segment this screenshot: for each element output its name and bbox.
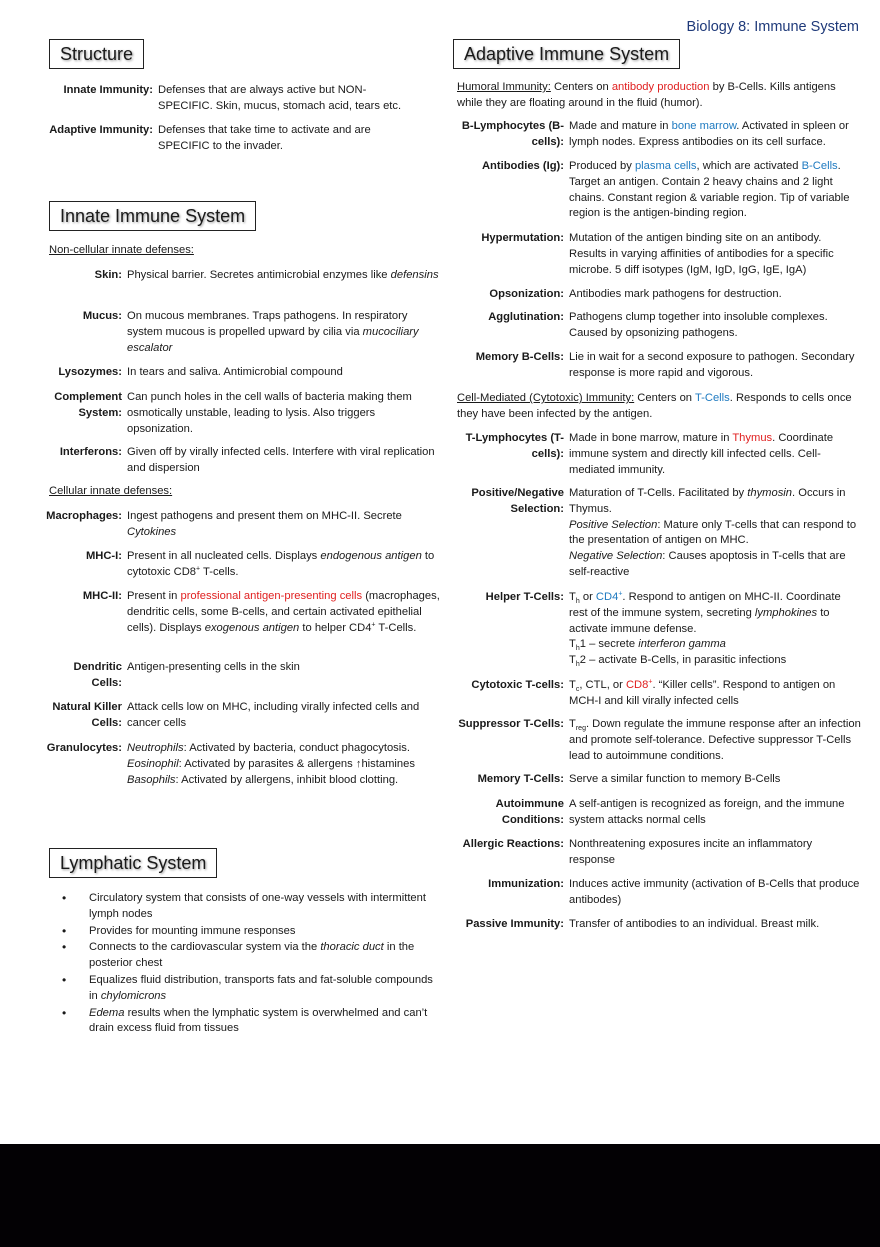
definition: Pathogens clump together into insoluble complexes. Caused by opsonizing pathogens. [569,311,828,339]
term: Skin: [94,269,122,281]
definition: Can punch holes in the cell walls of bacteria making them osmotically unstable, leading to lysis. Also triggers opsonization. [127,391,412,435]
section-title-innate: Innate Immune System [49,201,256,231]
adaptive-item-antibodies [457,159,861,222]
term: Immunization: [488,878,564,890]
lymphatic-list [49,891,444,1038]
adaptive-item-memory-b [457,350,861,382]
adaptive-item-helper-t [457,590,861,669]
list-item: • Provides for mounting immune responses [49,924,444,940]
section-title-adaptive: Adaptive Immune System [453,39,680,69]
term: Natural Killer Cells: [52,701,122,729]
definition: Antigen-presenting cells in the skin [127,661,300,673]
term: Helper T-Cells: [485,591,564,603]
innate-item-dendritic [40,660,444,692]
adaptive-item-passive [457,917,861,933]
definition: Transfer of antibodies to an individual. Breast milk. [569,918,820,930]
term: Mucus: [82,310,122,322]
term: Antibodies (Ig): [481,160,564,172]
humoral-intro: Humoral Immunity: Centers on antibody production by B-Cells. Kills antigens while they are floating around in the fluid (humor). [457,81,836,109]
definition: A self-antigen is recognized as foreign, and the immune system attacks normal cells [569,798,845,826]
term: Complement System: [54,391,122,419]
definition: Produced by plasma cells, which are activated B-Cells. Target an antigen. Contain 2 heavy chains and 2 light chains. Constant region & variable region. Tip of variable region is the antigen-binding region. [569,160,850,220]
definition: Present in professional antigen-presenting cells (macrophages, dendritic cells, some B-cells, and certain activated epithelial cells). Displays exogenous antigen to helper CD4+ T-Cells. [127,590,440,634]
definition: On mucous membranes. Traps pathogens. In respiratory system mucous is propelled upward by cilia via mucociliary escalator [127,310,419,354]
section-title-lymphatic: Lymphatic System [49,848,217,878]
term: Interferons: [59,446,122,458]
term: MHC-II: [82,590,122,602]
term: Positive/Negative Selection: [471,487,564,515]
innate-item-complement [40,390,444,437]
definition: Made and mature in bone marrow. Activated in spleen or lymph nodes. Express antibodies on its cell surface. [569,120,849,148]
term: T-Lymphocytes (T-cells): [465,432,564,460]
term: Passive Immunity: [465,918,564,930]
page-title: Biology 8: Immune System [686,19,859,35]
term: Suppressor T-Cells: [458,718,564,730]
adaptive-item-memory-t [457,772,861,788]
subheading-cellular: Cellular innate defenses: [49,485,173,497]
term: Hypermutation: [481,232,564,244]
adaptive-item-allergic [457,837,861,869]
innate-item-lysozymes [40,365,444,381]
footer-black-band [0,1144,880,1247]
adaptive-item-immunization [457,877,861,909]
innate-item-granulocytes [40,741,444,788]
section-title-structure: Structure [49,39,144,69]
term: Lysozymes: [58,366,122,378]
definition: Antibodies mark pathogens for destruction. [569,288,782,300]
definition: $T_{reg}$. Down regulate the immune response after an infection and promote self-tolerance. Defective suppressor T-Cells lead to autoimmune conditions. [569,718,861,762]
term: Dendritic Cells: [73,661,122,689]
term: Innate Immunity: [63,84,153,96]
term: Macrophages: [46,510,122,522]
term: Agglutination: [488,311,564,323]
definition: In tears and saliva. Antimicrobial compound [127,366,343,378]
innate-item-interferons [40,445,444,477]
list-item: • Edema results when the lymphatic system is overwhelmed and can’t drain excess fluid from tissues [49,1006,444,1038]
definition: Mutation of the antigen binding site on an antibody. Results in varying affinities of antibodies for a specific microbe. 5 diff isotypes (IgM, IgD, IgG, IgE, IgA) [569,232,834,276]
definition: $T_h$ or CD4+. Respond to antigen on MHC-II. Coordinate rest of the immune system, secreting lymphokines to activate immune defense. $T_h1$ – secrete interferon gamma $T_h2$ – activate B-Cells, in parasitic infections [569,590,841,669]
term: Allergic Reactions: [462,838,564,850]
adaptive-item-suppressor-t [457,717,861,764]
innate-item-natural-killer [40,700,444,732]
structure-item [40,83,412,115]
list-item: • Circulatory system that consists of one-way vessels with intermittent lymph nodes [49,891,444,923]
adaptive-item-opsonization [457,287,861,303]
definition: Made in bone marrow, mature in Thymus. Coordinate immune system and directly kill infected cells. Cell-mediated immunity. [569,432,834,476]
adaptive-item-t-lymphocytes [457,431,861,478]
term: MHC-I: [85,550,122,562]
innate-item-macrophages [40,509,444,541]
definition: Nonthreatening exposures incite an inflammatory response [569,838,813,866]
term: Memory T-Cells: [477,773,564,785]
definition: Induces active immunity (activation of B-Cells that produce antibodes) [569,878,860,906]
innate-item-mhc1 [40,549,444,581]
adaptive-item-hypermutation [457,231,861,278]
definition: Given off by virally infected cells. Interfere with viral replication and dispersion [127,446,435,474]
definition: Physical barrier. Secretes antimicrobial enzymes like defensins [127,269,439,281]
term: Autoimmune Conditions: [495,798,564,826]
definition: Ingest pathogens and present them on MHC-II. Secrete Cytokines [127,510,402,538]
term: Memory B-Cells: [475,351,564,363]
definition: Attack cells low on MHC, including virally infected cells and cancer cells [127,701,420,729]
cell-mediated-intro: Cell-Mediated (Cytotoxic) Immunity: Centers on T-Cells. Responds to cells once they have been infected by the antigen. [457,392,852,420]
term: Opsonization: [489,288,564,300]
definition: Serve a similar function to memory B-Cells [569,773,781,785]
structure-item [40,123,412,155]
definition: Lie in wait for a second exposure to pathogen. Secondary response is more rapid and vigorous. [569,351,855,379]
term: B-Lymphocytes (B-cells): [461,120,564,148]
definition: Present in all nucleated cells. Displays endogenous antigen to cytotoxic CD8+ T-cells. [127,550,435,578]
term: Granulocytes: [46,742,122,754]
adaptive-item-agglutination [457,310,861,342]
subheading-noncellular: Non-cellular innate defenses: [49,244,194,256]
definition: $T_c$, CTL, or CD8+. “Killer cells”. Respond to antigen on MCH-I and kill virally infected cells [569,678,836,707]
list-item: • Connects to the cardiovascular system via the thoracic duct in the posterior chest [49,940,444,972]
adaptive-item-cytotoxic-t [457,678,861,710]
adaptive-item-b-lymphocytes [457,119,861,151]
definition: Maturation of T-Cells. Facilitated by thymosin. Occurs in Thymus. Positive Selection: Mature only T-cells that can respond to the presentation of antigen on MHC. Negative Selection: Causes apoptosis in T-cells that are self-reactive [569,487,857,578]
adaptive-item-autoimmune [457,797,861,829]
term: Adaptive Immunity: [49,124,153,136]
innate-item-mhc2 [40,589,444,636]
innate-item-mucus [40,309,444,356]
definition: Defenses that are always active but NON-SPECIFIC. Skin, mucus, stomach acid, tears etc. [158,84,402,112]
list-item: • Equalizes fluid distribution, transports fats and fat-soluble compounds in chylomicrons [49,973,444,1005]
innate-item-skin [40,268,444,284]
definition: Neutrophils: Activated by bacteria, conduct phagocytosis. Eosinophil: Activated by parasites & allergens ↑histamines Basophils: Activated by allergens, inhibit blood clotting. [127,742,415,786]
term: Cytotoxic T-cells: [471,679,564,691]
definition: Defenses that take time to activate and are SPECIFIC to the invader. [158,124,371,152]
adaptive-item-selection [457,486,861,581]
